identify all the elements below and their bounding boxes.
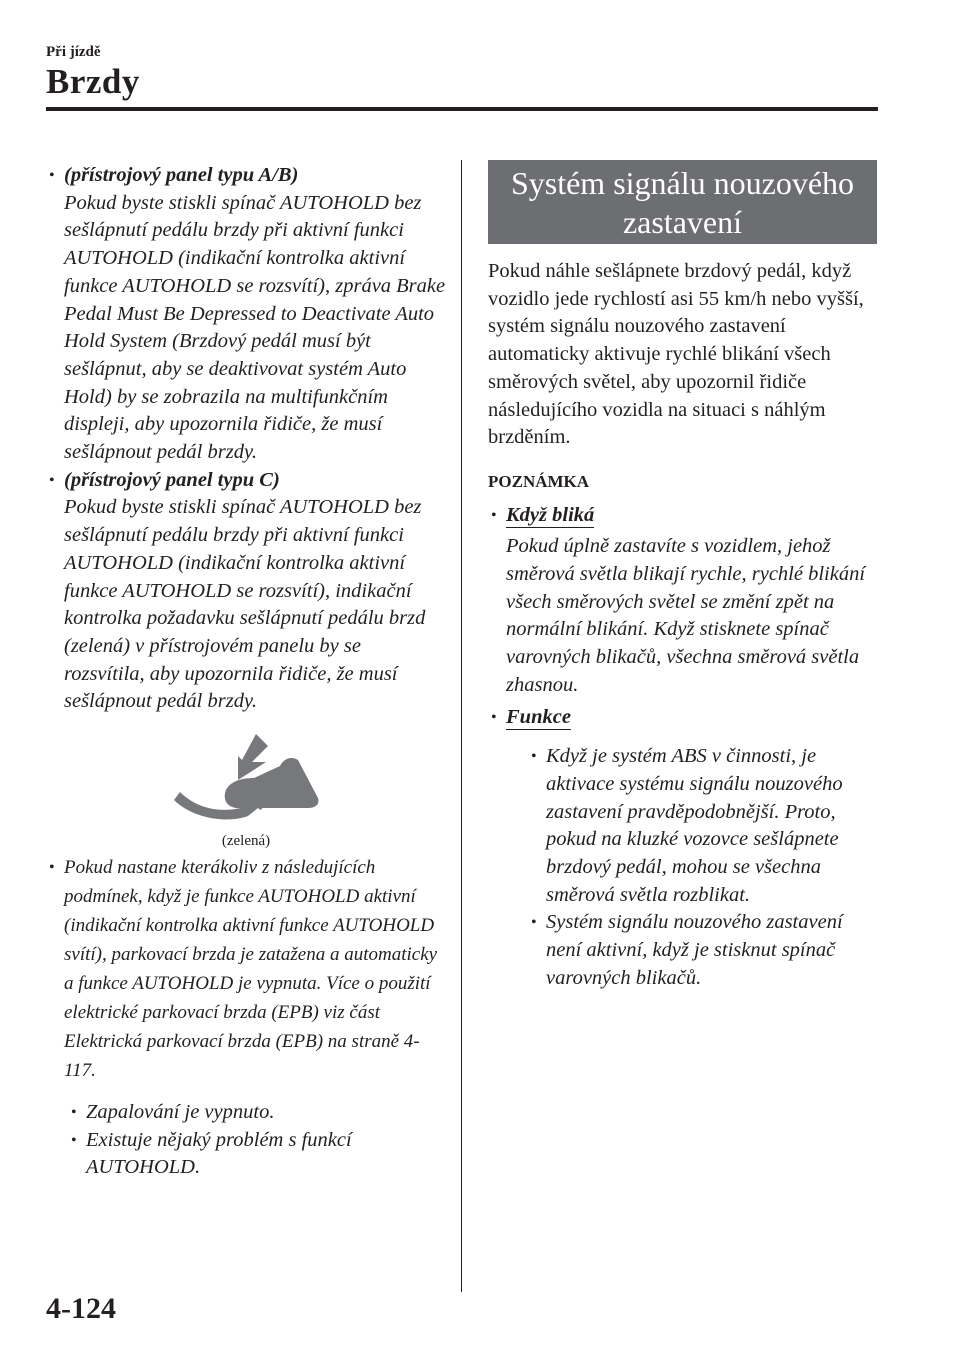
brake-indicator-figure	[46, 728, 446, 853]
bullet-conditions	[46, 853, 446, 1085]
section-label: Při jízdě	[46, 44, 101, 60]
left-column	[46, 162, 446, 1182]
note-body: Pokud úplně zastavíte s vozidlem, jehož směrová světla blikají rychle, rychlé blikání všech směrových světel se změní zpět na normální blikání. Když stisknete spínač varovných blikačů, všechna směrová světla zhasnou.	[506, 535, 866, 696]
figure-caption: (zelená)	[221, 833, 271, 850]
note-function	[488, 704, 880, 993]
bullet-body: Pokud byste stiskli spínač AUTOHOLD bez sešlápnutí pedálu brzdy při aktivní funkci AUTOHOLD (indikační kontrolka aktivní funkce AUTOHOLD se rozsvítí), zpráva Brake Pedal Must Be Depressed to Deactivate Auto Hold System (Brzdový pedál musí být sešlápnut, aby se deaktivovat systém Auto Hold) by se zobrazila na multifunkčním displeji, aby upozornila řidiče, že musí sešlápnout pedál brzdy.	[64, 191, 446, 464]
note-heading: Funkce	[506, 705, 571, 728]
bullet-panel-c	[46, 467, 446, 716]
sub-bullet-ignition	[68, 1099, 446, 1127]
bullet-body: Pokud byste stiskli spínač AUTOHOLD bez sešlápnutí pedálu brzdy při aktivní funkci AUTOHOLD (indikační kontrolka aktivní funkce AUTOHOLD se rozsvítí), indikační kontrolka požadavku sešlápnutí pedálu brzd (zelená) v přístrojovém panelu by se rozsvítila, aby upozornila řidiče, že musí sešlápnout pedál brzdy.	[64, 496, 426, 713]
sub-bullet-text: • Když je systém ABS v činnosti, je aktivace systému signálu nouzového zastavení pravděpodobnější. Proto, pokud na kluzké vozovce sešlápnete brzdový pedál, mohou se všechna směrová světla rozblikat.	[546, 745, 843, 906]
bullet-heading: • (přístrojový panel typu C)	[64, 468, 280, 491]
bullet-heading: • (přístrojový panel typu A/B)	[64, 164, 299, 186]
sub-bullet-inactive	[528, 909, 880, 992]
sub-bullet-text: • Systém signálu nouzového zastavení není aktivní, když je stisknut spínač varovných blikačů.	[546, 911, 843, 989]
page-number: 4-124	[46, 1292, 116, 1325]
column-divider	[461, 160, 462, 1292]
sub-bullet-abs	[528, 743, 880, 909]
bullet-panel-ab	[46, 162, 446, 467]
sub-bullet-text: • Zapalování je vypnuto.	[86, 1101, 275, 1124]
section-banner: Systém signálu nouzového zastavení	[488, 160, 877, 244]
intro-paragraph: Pokud náhle sešlápnete brzdový pedál, když vozidlo jede rychlostí asi 55 km/h nebo vyšší, systém signálu nouzového zastavení automaticky aktivuje rychlé blikání všech směrových světel, aby upozornil řidiče následujícího vozidla na situaci s náhlým brzděním.	[488, 260, 864, 449]
bullet-body: • Pokud nastane kterákoliv z následujících podmínek, když je funkce AUTOHOLD aktivní (indikační kontrolka aktivní funkce AUTOHOLD svítí), parkovací brzda je zatažena a automaticky a funkce AUTOHOLD je vypnuta. Více o použití elektrické parkovací brzda (EPB) viz část Elektrická parkovací brzda (EPB) na straně 4-117.	[64, 857, 438, 1082]
header-divider	[46, 107, 878, 111]
note-blinking	[488, 502, 880, 700]
brake-pedal-foot-icon	[168, 728, 328, 828]
page-title: Brzdy	[46, 62, 140, 101]
note-heading: Když bliká	[506, 503, 595, 526]
sub-bullet-text: • Existuje nějaký problém s funkcí AUTOHOLD.	[86, 1128, 352, 1179]
sub-bullet-problem	[68, 1127, 446, 1182]
right-column	[488, 258, 880, 993]
note-title: POZNÁMKA	[488, 471, 590, 491]
